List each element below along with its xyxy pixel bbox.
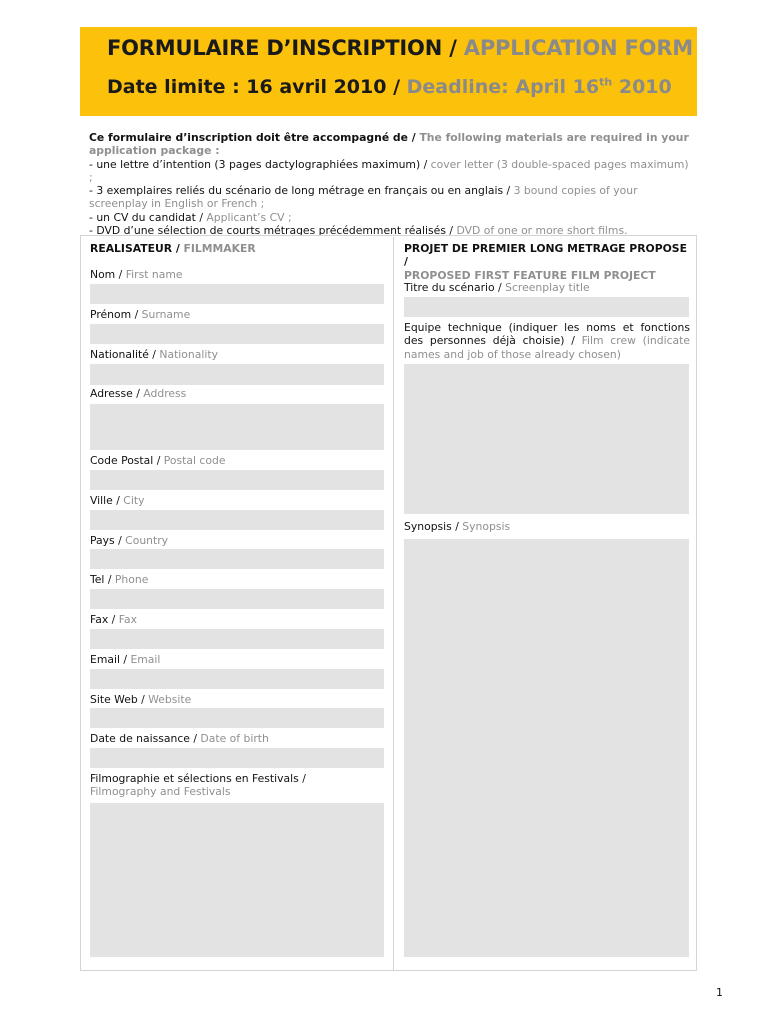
city-label — [90, 494, 144, 507]
label-en: Address — [143, 387, 187, 400]
label-en: Nationality — [159, 348, 218, 361]
requirements-item-en: 3 bound copies of your screenplay in English or French ; — [89, 184, 638, 211]
form-title-en: APPLICATION FORM — [463, 36, 693, 60]
label-en: First name — [125, 268, 183, 281]
label-fr: Synopsis / — [404, 520, 463, 533]
label-fr: Equipe technique (indiquer les noms et fonctions des personnes déjà choisie) / — [404, 321, 690, 348]
requirements-item-fr: - une lettre d’intention (3 pages dactylographiées maximum) / — [89, 157, 431, 171]
requirements-item-en: DVD of one or more short films. — [456, 224, 628, 238]
column-divider — [393, 237, 394, 970]
label-fr: Code Postal / — [90, 454, 164, 467]
date-of-birth-input[interactable] — [90, 748, 384, 768]
label-en: City — [123, 494, 145, 507]
label-en: Country — [125, 534, 169, 547]
address-input[interactable] — [90, 404, 384, 450]
surname-label — [90, 308, 190, 321]
label-en: Postal code — [163, 454, 226, 467]
label-fr: Prénom / — [90, 308, 142, 321]
deadline-separator: / — [386, 76, 407, 98]
label-en: Fax — [118, 613, 137, 626]
filmography-label — [90, 772, 306, 799]
label-en: Website — [148, 693, 192, 706]
fax-label — [90, 613, 137, 626]
deadline-en-prefix: Deadline: April 16 — [406, 76, 600, 98]
project-section-heading — [404, 242, 690, 282]
film-crew-input[interactable] — [404, 364, 689, 514]
label-en: Email — [130, 653, 161, 666]
label-fr: Date de naissance / — [90, 732, 201, 745]
requirements-item-fr: - DVD d’une sélection de courts métrages précédemment réalisés / — [89, 224, 457, 238]
requirements-heading-fr: Ce formulaire d’inscription doit être accompagné de / — [89, 131, 420, 144]
first-name-label — [90, 268, 182, 281]
label-fr: Nom / — [90, 268, 126, 281]
deadline-en-superscript: th — [599, 75, 613, 89]
nationality-input[interactable] — [90, 364, 384, 385]
deadline — [107, 76, 672, 98]
requirements-item — [89, 184, 689, 211]
synopsis-label — [404, 520, 510, 533]
postal-code-label — [90, 454, 225, 467]
filmmaker-heading-en: FILMMAKER — [183, 242, 256, 255]
filmmaker-heading-fr: REALISATEUR / — [90, 242, 184, 255]
address-label — [90, 387, 186, 400]
label-fr: Nationalité / — [90, 348, 160, 361]
screenplay-title-label — [404, 281, 590, 294]
page-number: 1 — [716, 986, 723, 999]
label-fr: Site Web / — [90, 693, 149, 706]
screenplay-title-input[interactable] — [404, 297, 689, 317]
project-heading-fr: PROJET DE PREMIER LONG METRAGE PROPOSE / — [404, 242, 687, 269]
label-en: Surname — [141, 308, 191, 321]
country-label — [90, 534, 168, 547]
phone-label — [90, 573, 148, 586]
film-crew-label — [404, 321, 690, 361]
label-en: Date of birth — [200, 732, 269, 745]
deadline-en — [407, 76, 672, 98]
fax-input[interactable] — [90, 629, 384, 649]
label-en: Screenplay title — [505, 281, 590, 294]
requirements-item-en: Applicant’s CV ; — [206, 210, 292, 224]
form-title — [107, 36, 693, 60]
synopsis-input[interactable] — [404, 539, 689, 957]
requirements-item — [89, 211, 689, 224]
label-en: Filmography and Festivals — [90, 785, 231, 799]
label-fr: Adresse / — [90, 387, 144, 400]
city-input[interactable] — [90, 510, 384, 530]
requirements-heading-en: The following materials are required in your application package : — [89, 131, 689, 158]
label-en: Phone — [114, 573, 149, 586]
email-label — [90, 653, 160, 666]
first-name-input[interactable] — [90, 284, 384, 304]
requirements-heading — [89, 131, 689, 158]
requirements-intro — [89, 131, 689, 237]
filmmaker-section-heading — [90, 242, 256, 255]
label-fr: Titre du scénario / — [404, 281, 506, 294]
form-title-separator: / — [442, 36, 464, 60]
deadline-fr: Date limite : 16 avril 2010 — [107, 76, 387, 98]
surname-input[interactable] — [90, 324, 384, 344]
label-en: Film crew (indicate names and job of those already chosen) — [404, 334, 690, 361]
label-fr: Email / — [90, 653, 131, 666]
requirements-item-fr: - 3 exemplaires reliés du scénario de long métrage en français ou en anglais / — [89, 184, 514, 198]
website-input[interactable] — [90, 708, 384, 728]
label-fr: Tel / — [90, 573, 115, 586]
label-fr: Pays / — [90, 534, 126, 547]
filmography-input[interactable] — [90, 803, 384, 957]
date-of-birth-label — [90, 732, 269, 745]
label-fr: Ville / — [90, 494, 124, 507]
requirements-item-en: cover letter (3 double-spaced pages maximum) ; — [89, 157, 689, 184]
email-input[interactable] — [90, 669, 384, 689]
requirements-item-fr: - un CV du candidat / — [89, 210, 207, 224]
label-en: Synopsis — [462, 520, 511, 533]
website-label — [90, 693, 191, 706]
header-banner — [80, 27, 697, 116]
postal-code-input[interactable] — [90, 470, 384, 490]
label-fr: Filmographie et sélections en Festivals / — [90, 772, 306, 785]
country-input[interactable] — [90, 549, 384, 569]
phone-input[interactable] — [90, 589, 384, 609]
form-title-fr: FORMULAIRE D’INSCRIPTION — [107, 36, 443, 60]
deadline-en-suffix: 2010 — [612, 76, 672, 98]
label-fr: Fax / — [90, 613, 119, 626]
requirements-item — [89, 158, 689, 185]
nationality-label — [90, 348, 218, 361]
project-heading-en: PROPOSED FIRST FEATURE FILM PROJECT — [404, 268, 656, 282]
